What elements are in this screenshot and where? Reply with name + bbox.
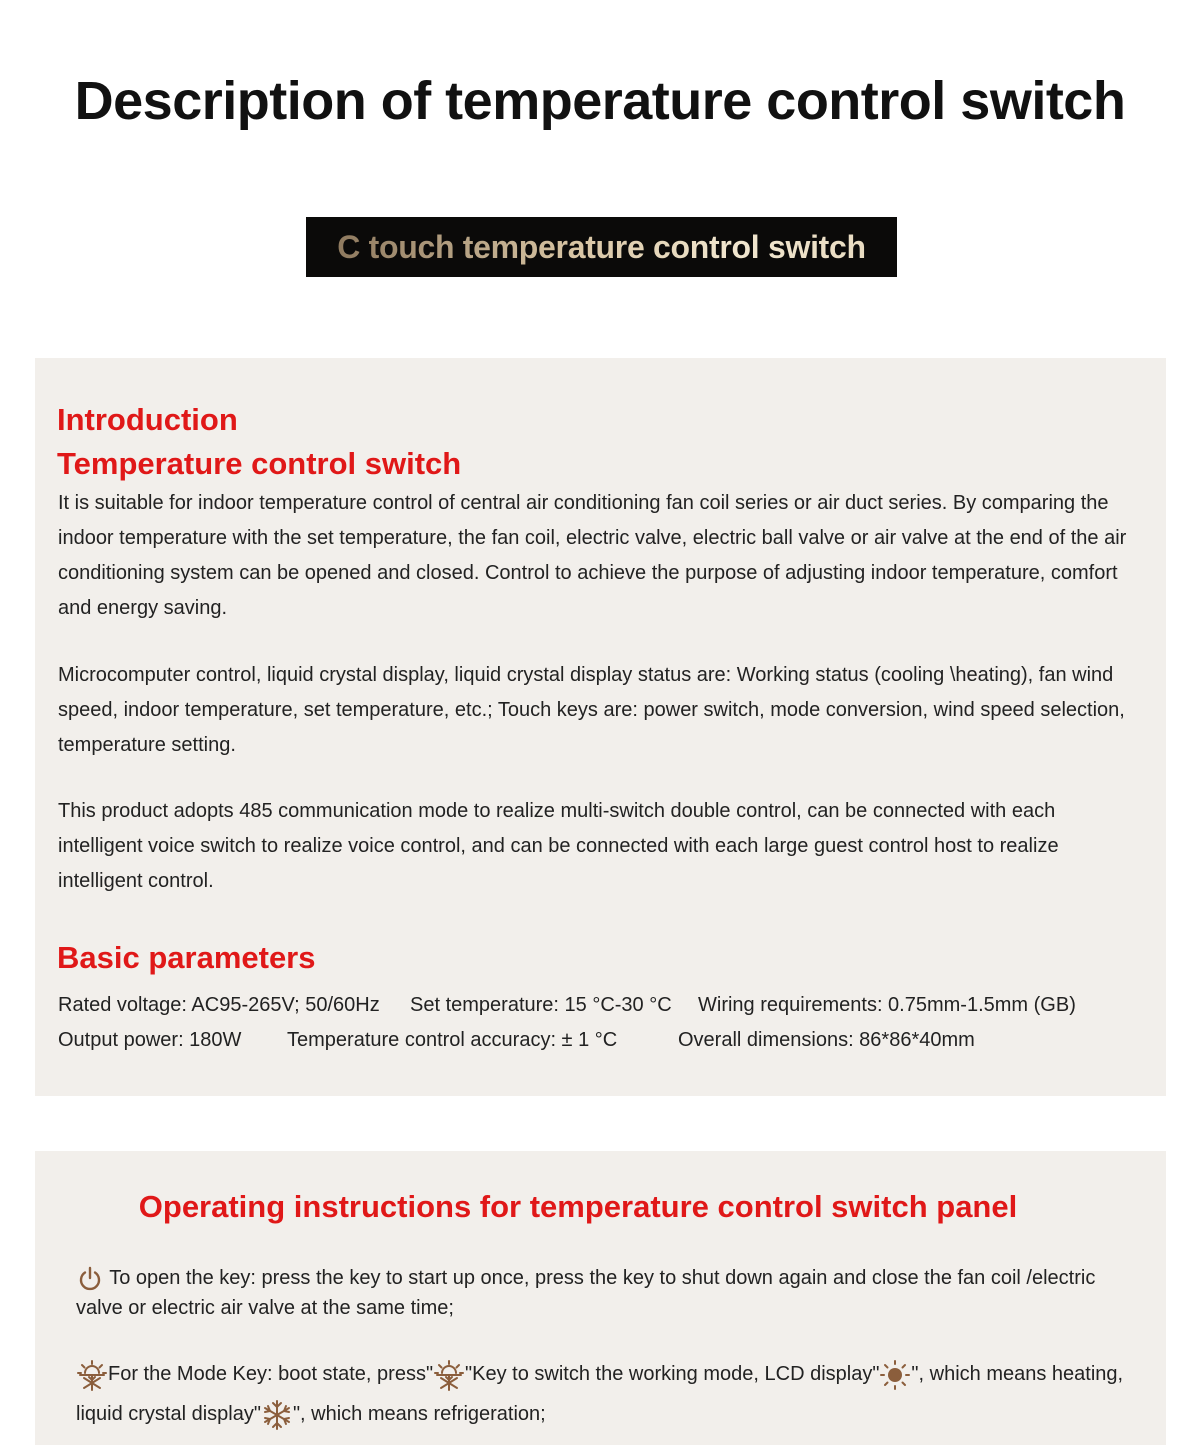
page-title-text: Description of temperature control switch xyxy=(74,71,1126,131)
output-power: Output power: 180W xyxy=(58,1029,242,1051)
mode-key-text-4: ", which means refrigeration; xyxy=(292,1403,546,1425)
introduction-panel xyxy=(35,358,1166,1096)
power-key-instruction xyxy=(76,1263,1136,1323)
sun-snowflake-icon xyxy=(76,1359,108,1391)
operating-instructions-heading: Operating instructions for temperature control switch panel xyxy=(138,1189,1018,1224)
mode-key-text-1: For the Mode Key: boot state, press" xyxy=(108,1363,434,1385)
control-accuracy: Temperature control accuracy: ± 1 °C xyxy=(287,1029,618,1051)
parameters-row-2 xyxy=(58,1023,975,1058)
snowflake-icon xyxy=(261,1399,293,1431)
page-title xyxy=(0,72,1200,130)
mode-key-text-3: ", which means heating, liquid crystal display" xyxy=(76,1363,1124,1425)
intro-paragraph-1: It is suitable for indoor temperature control of central air conditioning fan coil series or air duct series. By comparing the indoor temperature with the set temperature, the fan coil, electric valve, electric ball valve or air valve at the end of the air conditioning system can be opened and closed. Control to achieve the purpose of adjusting indoor temperature, comfort and energy saving. xyxy=(58,492,1127,619)
introduction-heading: Introduction xyxy=(57,402,238,437)
mode-key-text-2: "Key to switch the working mode, LCD display" xyxy=(465,1363,880,1385)
power-icon xyxy=(76,1265,104,1293)
sun-snowflake-icon xyxy=(433,1359,465,1391)
product-heading: Temperature control switch xyxy=(57,446,462,481)
intro-paragraph-2: Microcomputer control, liquid crystal display, liquid crystal display status are: Working status (cooling \heating), fan wind speed, indoor temperature, set temperature, etc.; Touch keys are: power switch, mode conversion, wind speed selection, temperature setting. xyxy=(58,664,1125,756)
mode-key-instruction xyxy=(76,1354,1136,1434)
wiring-requirements: Wiring requirements: 0.75mm-1.5mm (GB) xyxy=(698,994,1076,1016)
subtitle-text: C touch temperature control switch xyxy=(337,228,866,265)
sun-icon xyxy=(879,1359,911,1391)
rated-voltage: Rated voltage: AC95-265V; 50/60Hz xyxy=(58,994,380,1016)
intro-paragraph-3: This product adopts 485 communication mode to realize multi-switch double control, can be connected with each intelligent voice switch to realize voice control, and can be connected with each large guest control host to realize intelligent control. xyxy=(58,800,1059,892)
basic-parameters-heading: Basic parameters xyxy=(57,940,316,975)
power-key-text: To open the key: press the key to start up once, press the key to shut down again and close the fan coil /electric valve or electric air valve at the same time; xyxy=(76,1267,1096,1319)
operating-instructions-panel xyxy=(35,1151,1166,1445)
overall-dimensions: Overall dimensions: 86*86*40mm xyxy=(678,1029,975,1051)
set-temperature: Set temperature: 15 °C-30 °C xyxy=(410,994,672,1016)
parameters-row-1 xyxy=(58,988,1076,1023)
subtitle-banner xyxy=(306,217,897,277)
